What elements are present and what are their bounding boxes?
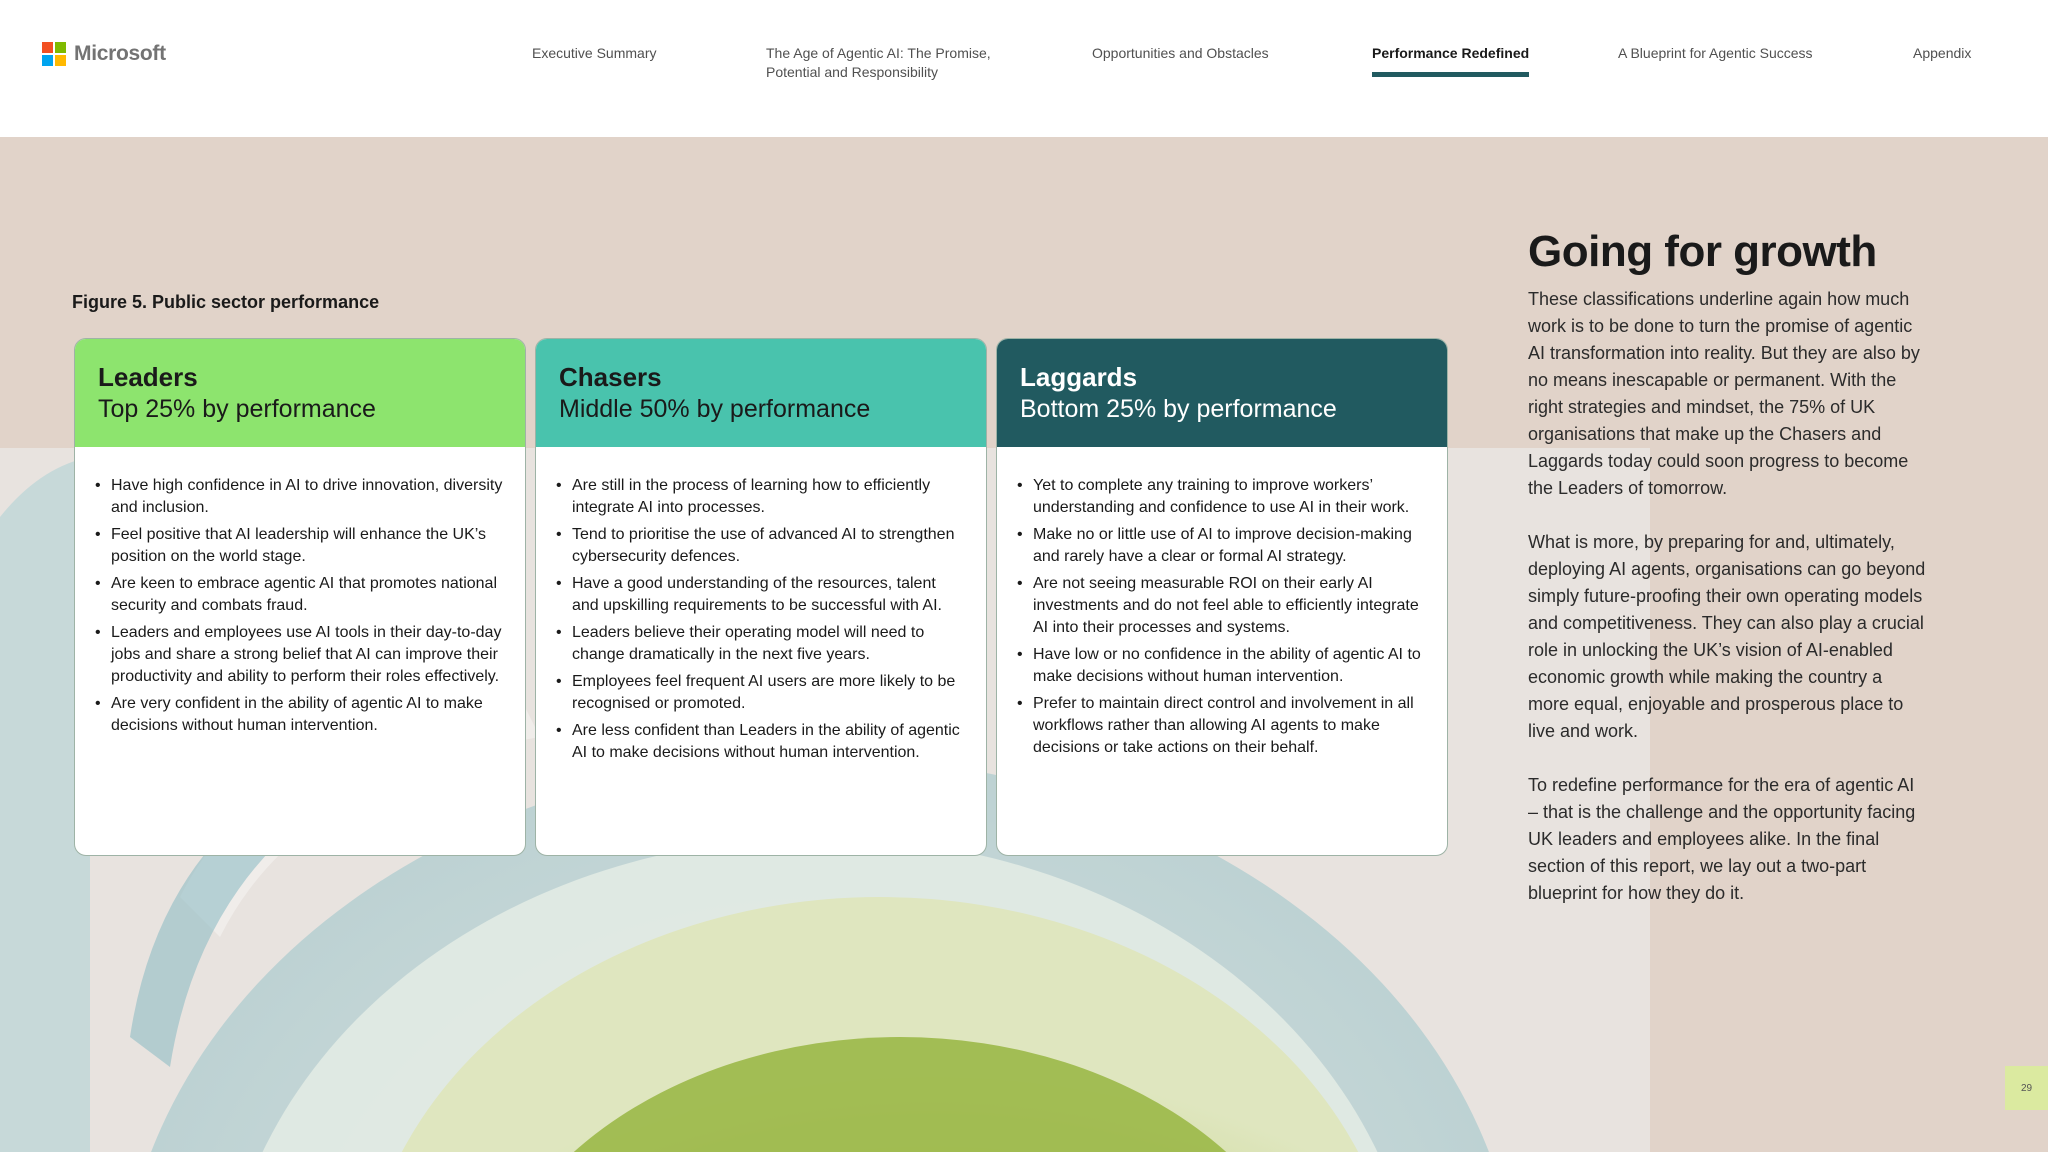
figure-title: Figure 5. Public sector performance (72, 292, 380, 312)
list-item: • Have a good understanding of the resources, talent and upskilling requirements to be successful with AI. (572, 573, 966, 617)
microsoft-logo-icon (42, 42, 66, 66)
card-title: Leaders (98, 362, 198, 392)
microsoft-logo[interactable] (42, 42, 166, 66)
bullet-list (75, 447, 525, 737)
nav-executive-summary[interactable]: Executive Summary (532, 45, 657, 61)
nav-performance-redefined[interactable]: Performance Redefined (1372, 44, 1529, 63)
nav-blueprint-for-agentic-success[interactable]: A Blueprint for Agentic Success (1618, 45, 1813, 61)
header (0, 0, 2048, 137)
body-paragraph: What is more, by preparing for and, ultimately, deploying AI agents, organisations can go beyond simply future-proofing their own operating models and competitiveness. They can also play a crucial role in unlocking the UK’s vision of AI-enabled economic growth while making the country a more equal, enjoyable and prosperous place to live and work. (1528, 532, 1926, 741)
list-item: • Tend to prioritise the use of advanced AI to strengthen cybersecurity defences. (572, 524, 966, 568)
list-item: • Feel positive that AI leadership will enhance the UK’s position on the world stage. (111, 524, 505, 568)
page-number: 29 (2005, 1066, 2048, 1110)
list-item: • Make no or little use of AI to improve decision-making and rarely have a clear or formal AI strategy. (1033, 524, 1427, 568)
nav-appendix[interactable]: Appendix (1913, 45, 1972, 61)
list-item: • Are not seeing measurable ROI on their early AI investments and do not feel able to efficiently integrate AI into their processes and systems. (1033, 573, 1427, 639)
list-item: • Are very confident in the ability of agentic AI to make decisions without human intervention. (111, 693, 505, 737)
section-heading: Going for growth (1528, 227, 1877, 276)
card-header (997, 339, 1447, 447)
list-item: • Are still in the process of learning how to efficiently integrate AI into processes. (572, 475, 966, 519)
card-laggards (996, 338, 1448, 856)
nav-opportunities-and-obstacles[interactable]: Opportunities and Obstacles (1092, 45, 1269, 61)
list-item: • Prefer to maintain direct control and involvement in all workflows rather than allowing AI agents to make decisions or take actions on their behalf. (1033, 693, 1427, 759)
body-paragraph: These classifications underline again how much work is to be done to turn the promise of agentic AI transformation into reality. But they are also by no means inescapable or permanent. With the right strategies and mindset, the 75% of UK organisations that make up the Chasers and Laggards today could soon progress to become the Leaders of tomorrow. (1528, 289, 1920, 498)
list-item: • Leaders and employees use AI tools in their day-to-day jobs and share a strong belief that AI can improve their productivity and ability to perform their roles effectively. (111, 622, 505, 688)
nav-age-of-agentic-ai[interactable]: The Age of Agentic AI: The Promise, Potential and Responsibility (766, 45, 991, 80)
active-tab-indicator (1372, 72, 1529, 77)
list-item: • Yet to complete any training to improve workers’ understanding and confidence to use AI in their work. (1033, 475, 1427, 519)
brand-name: Microsoft (74, 42, 166, 65)
list-item: • Have high confidence in AI to drive innovation, diversity and inclusion. (111, 475, 505, 519)
card-subtitle: Bottom 25% by performance (1020, 395, 1337, 423)
list-item: • Employees feel frequent AI users are more likely to be recognised or promoted. (572, 671, 966, 715)
card-leaders (74, 338, 526, 856)
list-item: • Are less confident than Leaders in the ability of agentic AI to make decisions without human intervention. (572, 720, 966, 764)
card-header (536, 339, 986, 447)
card-title: Laggards (1020, 362, 1138, 392)
bullet-list (536, 447, 986, 764)
card-chasers (535, 338, 987, 856)
card-title: Chasers (559, 362, 662, 392)
going-for-growth-section (1528, 226, 1928, 934)
card-subtitle: Middle 50% by performance (559, 395, 871, 423)
card-subtitle: Top 25% by performance (98, 395, 376, 423)
bullet-list (997, 447, 1447, 759)
card-header (75, 339, 525, 447)
list-item: • Have low or no confidence in the ability of agentic AI to make decisions without human intervention. (1033, 644, 1427, 688)
list-item: • Leaders believe their operating model will need to change dramatically in the next five years. (572, 622, 966, 666)
body-paragraph: To redefine performance for the era of agentic AI – that is the challenge and the opportunity facing UK leaders and employees alike. In the final section of this report, we lay out a two-part blueprint for how they do it. (1528, 775, 1916, 903)
list-item: • Are keen to embrace agentic AI that promotes national security and combats fraud. (111, 573, 505, 617)
